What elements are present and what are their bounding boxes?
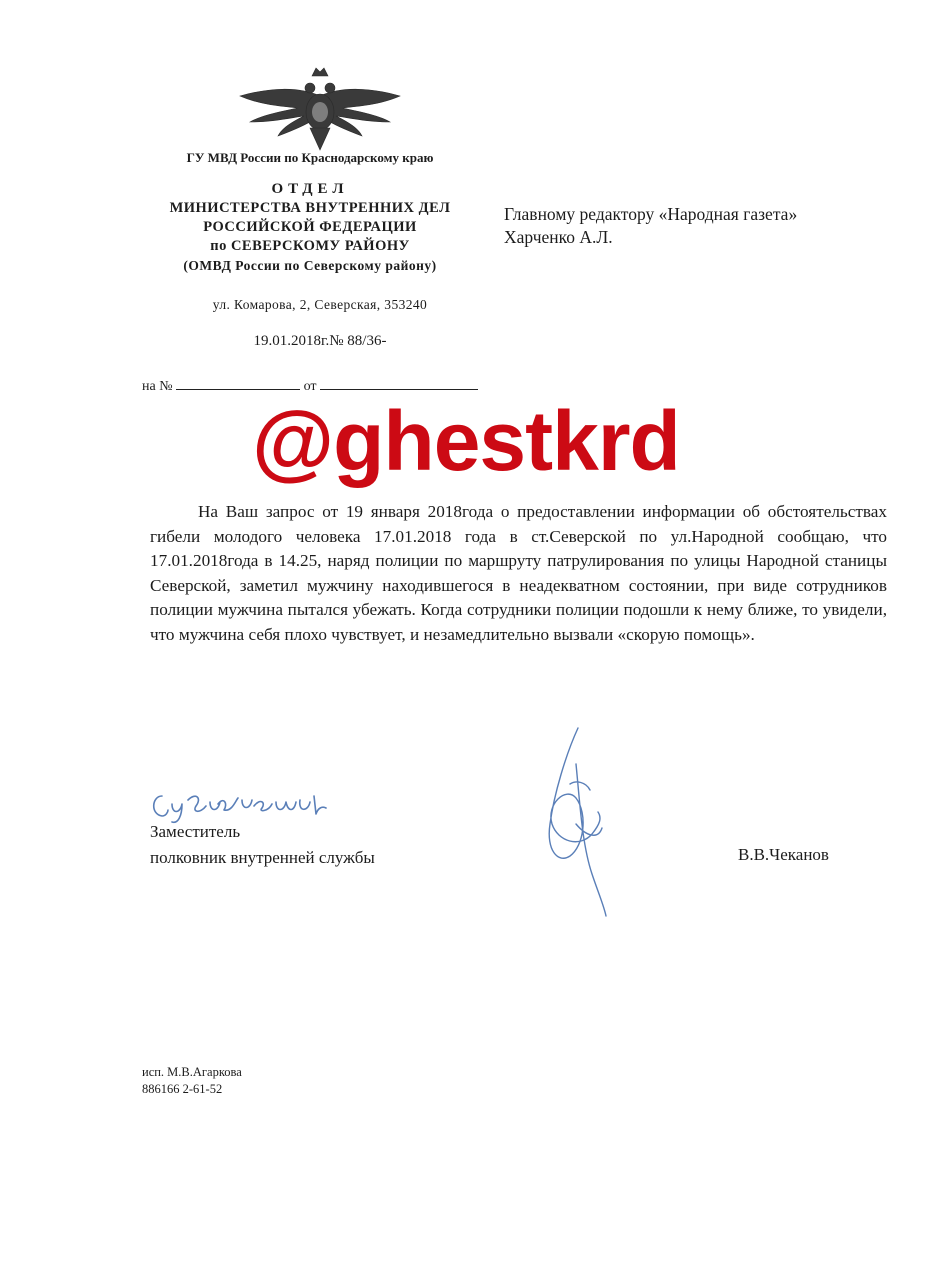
recipient-line-1: Главному редактору «Народная газета» — [504, 204, 798, 224]
executor-info — [142, 1064, 242, 1098]
body-paragraph: На Ваш запрос от 19 января 2018года о предоставлении информации об обстоятельствах гибели молодого человека 17.01.2018 года в ст.Северской по ул.Народной сообщаю, что 17.01.2018года в 14.25, наряд полиции по маршруту патрулирования по улицы Народной станицы Северской, заметил мужчину находившегося в неадекватном состоянии, при виде сотрудников полиции мужчина пытался убежать. Когда сотрудники полиции подошли к нему ближе, то увидели, что мужчина себя плохо чувствует, и незамедлительно вызвали «скорую помощь». — [150, 502, 887, 644]
org-name: ГУ МВД России по Краснодарскому краю — [186, 150, 434, 165]
recipient-line-2: Харченко А.Л. — [504, 227, 613, 247]
dept-line-4: (ОМВД России по Северскому району) — [183, 258, 437, 273]
recipient — [504, 203, 797, 249]
executor-name: исп. М.В.Агаркова — [142, 1065, 242, 1079]
dept-line-1: МИНИСТЕРСТВА ВНУТРЕННИХ ДЕЛ — [169, 200, 451, 216]
position-line-2: полковник внутренней службы — [150, 848, 375, 867]
position-line-1: Заместитель — [150, 822, 241, 841]
dept-title: ОТДЕЛ — [271, 181, 349, 197]
letter-body — [150, 500, 887, 648]
executor-phone: 886166 2-61-52 — [142, 1082, 223, 1096]
ref-date-blank — [320, 376, 478, 390]
ref-number-blank — [176, 376, 300, 390]
date-number: 19.01.2018г.№ 88/36- — [253, 333, 387, 349]
double-headed-eagle-emblem — [238, 66, 402, 156]
watermark: @ghestkrd — [252, 394, 680, 488]
ref-prefix: на № — [142, 379, 173, 394]
dept-line-2: РОССИЙСКОЙ ФЕДЕРАЦИИ — [203, 219, 417, 235]
dept-line-3: по СЕВЕРСКОМУ РАЙОНУ — [210, 238, 410, 254]
signature — [536, 724, 616, 920]
signer-name: В.В.Чеканов — [738, 845, 829, 864]
signer-position — [150, 819, 375, 871]
address: ул. Комарова, 2, Северская, 353240 — [212, 297, 428, 312]
ref-from: от — [303, 379, 317, 394]
